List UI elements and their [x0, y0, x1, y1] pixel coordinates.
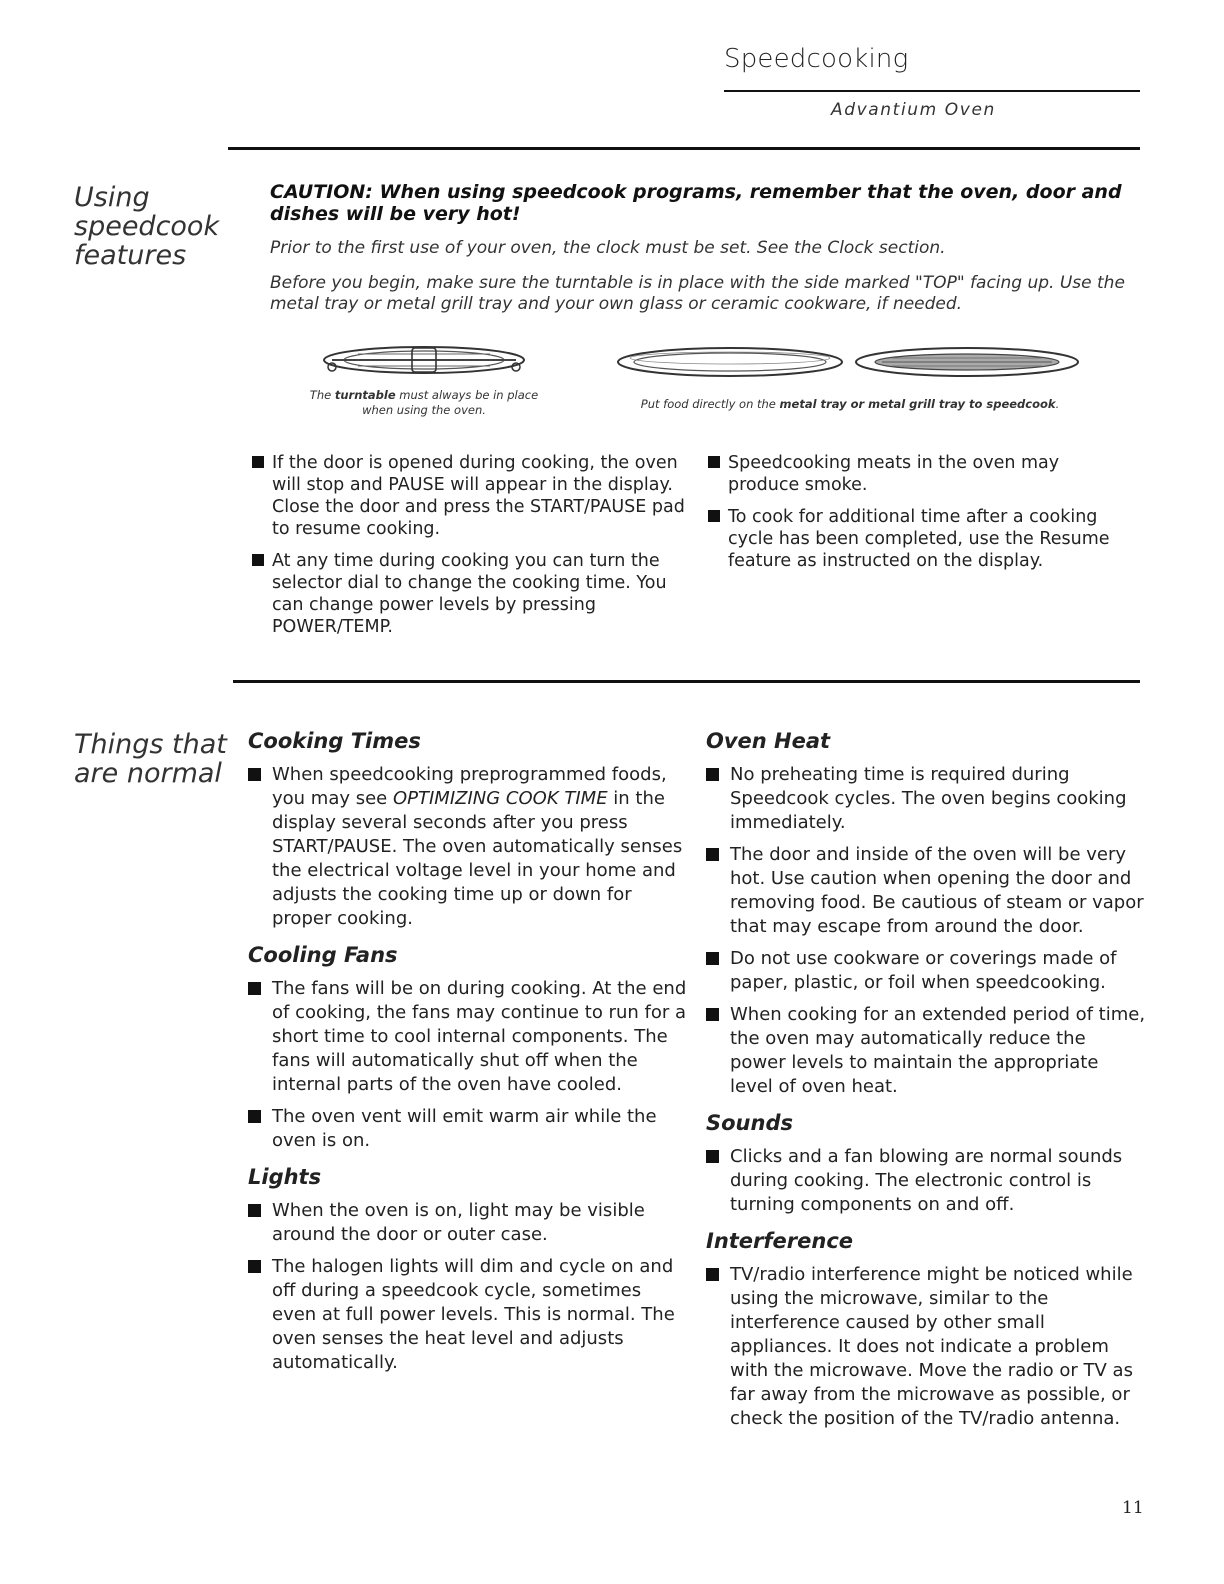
list-item [706, 1003, 1146, 1099]
cooling-fans-heading: Cooling Fans [248, 943, 398, 967]
list-item-text: No preheating time is required during Speedcook cycles. The oven begins cooking immediately. [730, 764, 1127, 833]
heading-line: features [74, 240, 187, 271]
list-item [706, 763, 1146, 835]
page-header-title: Speedcooking [724, 44, 909, 74]
list-item-text: When cooking for an extended period of time, the oven may automatically reduce the power levels to maintain the appropriate level of oven heat. [730, 1004, 1146, 1097]
speedcook-bullets-right [708, 452, 1133, 582]
caption-text: Put food directly on the [640, 397, 780, 411]
bullet-square-icon [248, 1110, 261, 1123]
bullet-square-icon [252, 456, 264, 468]
speedcook-bullets-left [252, 452, 692, 648]
list-item [706, 1145, 1146, 1217]
list-item [248, 977, 688, 1097]
list-item [706, 843, 1146, 939]
list-item [248, 1255, 688, 1375]
caption-text: The [309, 388, 335, 402]
list-item-text: TV/radio interference might be noticed while using the microwave, similar to the interference caused by other small appliances. It does not indicate a problem with the microwave. Move the radio or TV as far away from the microwave as possible, or check the position of the TV/radio antenna. [730, 1264, 1133, 1429]
interference-heading: Interference [706, 1229, 854, 1253]
caution-text: CAUTION: When using speedcook programs, remember that the oven, door and dishes will be very hot! [270, 181, 1122, 225]
bullet-square-icon [706, 848, 719, 861]
tray-caption [600, 397, 1100, 412]
cooking-times-list [248, 763, 688, 931]
caption-text: . [1055, 397, 1060, 411]
oven-heat-list [706, 763, 1146, 1099]
sounds-heading: Sounds [706, 1111, 793, 1135]
list-item-text: If the door is opened during cooking, the oven will stop and PAUSE will appear in the display. Close the door and press the START/PAUSE pad to resume cooking. [272, 453, 685, 539]
turntable-illustration [318, 340, 530, 380]
heading-line: are normal [74, 758, 222, 789]
list-item-text: When the oven is on, light may be visible around the door or outer case. [272, 1200, 645, 1245]
bullet-square-icon [252, 554, 264, 566]
section-heading-things-normal [74, 730, 227, 788]
bullet-square-icon [706, 1150, 719, 1163]
cooking-times-heading: Cooking Times [248, 729, 421, 753]
lights-list [248, 1199, 688, 1375]
oven-heat-heading: Oven Heat [706, 729, 831, 753]
bullet-square-icon [706, 1008, 719, 1021]
turntable-note: Before you begin, make sure the turntable is in place with the side marked "TOP" facing up. Use the metal tray or metal grill tray and your own glass or ceramic cookware, if needed. [270, 273, 1125, 314]
caption-bold-text: metal tray or metal grill tray to speedcook [779, 397, 1056, 411]
bullet-square-icon [706, 768, 719, 781]
section-divider-1 [228, 147, 1140, 150]
bullet-square-icon [708, 510, 720, 522]
page-header-subtitle: Advantium Oven [831, 100, 996, 120]
section-divider-2 [233, 680, 1140, 683]
list-item [252, 550, 692, 638]
list-item [248, 1199, 688, 1247]
interference-list [706, 1263, 1146, 1431]
turntable-caption [300, 388, 548, 418]
metal-grill-tray-illustration [852, 344, 1082, 380]
list-item [706, 1263, 1146, 1431]
list-item [706, 947, 1146, 995]
list-item-text: To cook for additional time after a cooking cycle has been completed, use the Resume feature as instructed on the display. [728, 507, 1110, 571]
list-item-text: The fans will be on during cooking. At the end of cooking, the fans may continue to run for a short time to cool internal components. The fans will automatically shut off when the internal parts of the oven have cooled. [272, 978, 687, 1095]
list-item [248, 763, 688, 931]
list-item-text: Speedcooking meats in the oven may produce smoke. [728, 453, 1060, 495]
bullet-square-icon [248, 982, 261, 995]
bullet-square-icon [248, 1204, 261, 1217]
list-item-text: The oven vent will emit warm air while the oven is on. [272, 1106, 657, 1151]
heading-line: Using [74, 182, 150, 213]
list-item-text: The door and inside of the oven will be very hot. Use caution when opening the door and removing food. Be cautious of steam or vapor that may escape from around the door. [730, 844, 1144, 937]
list-item [708, 506, 1133, 572]
heading-line: speedcook [74, 211, 220, 242]
header-rule [724, 90, 1140, 92]
metal-tray-illustration [614, 344, 846, 380]
normal-right-column [706, 729, 1146, 1439]
bullet-square-icon [708, 456, 720, 468]
heading-line: Things that [74, 729, 227, 760]
list-item-text: Do not use cookware or coverings made of paper, plastic, or foil when speedcooking. [730, 948, 1117, 993]
cooling-fans-list [248, 977, 688, 1153]
bullet-square-icon [706, 952, 719, 965]
bullet-square-icon [248, 1260, 261, 1273]
normal-left-column [248, 729, 688, 1383]
list-item-text: Clicks and a fan blowing are normal sounds during cooking. The electronic control is turning components on and off. [730, 1146, 1123, 1215]
bullet-square-icon [248, 768, 261, 781]
list-item-text: When speedcooking preprogrammed foods, you may see [272, 764, 667, 809]
sounds-list [706, 1145, 1146, 1217]
bullet-square-icon [706, 1268, 719, 1281]
section-heading-using-speedcook [74, 183, 219, 270]
list-item-text: The halogen lights will dim and cycle on and off during a speedcook cycle, sometimes even at full power levels. This is normal. The oven senses the heat level and adjusts automatically. [272, 1256, 675, 1373]
lights-heading: Lights [248, 1165, 322, 1189]
list-item [252, 452, 692, 540]
page-number: 11 [1122, 1498, 1144, 1518]
list-item [248, 1105, 688, 1153]
caption-bold-text: turntable [334, 388, 396, 402]
clock-note: Prior to the first use of your oven, the clock must be set. See the Clock section. [270, 238, 946, 258]
list-item-text: in the display several seconds after you press START/PAUSE. The oven automatically senses the electrical voltage level in your home and adjusts the cooking time up or down for proper cooking. [272, 788, 683, 929]
caption-text: must always be in place when using the oven. [362, 388, 539, 417]
display-message-text: OPTIMIZING COOK TIME [392, 788, 608, 809]
list-item-text: At any time during cooking you can turn the selector dial to change the cooking time. You can change power levels by pressing POWER/TEMP. [272, 551, 667, 637]
list-item [708, 452, 1133, 496]
